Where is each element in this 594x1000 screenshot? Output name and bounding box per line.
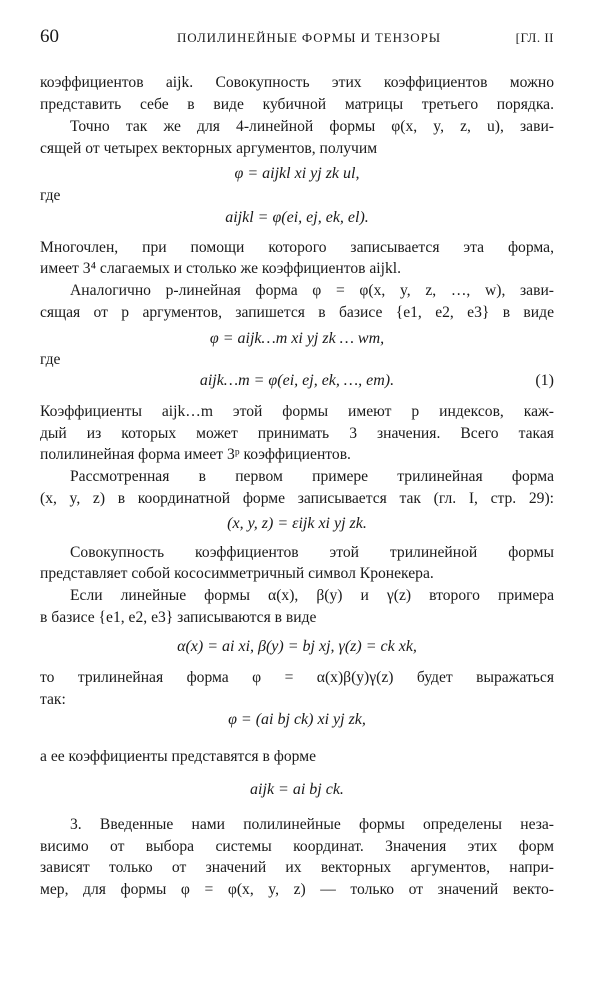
text-line: сящей от четырех векторных аргументов, получим [40,140,378,157]
equation: aijk = ai bj ck. [250,781,344,798]
text-line: зависят только от значений их векторных аргументов, напри- [40,859,554,876]
text-line: Коэффициенты aijk…m этой формы имеют p индексов, каж- [40,403,554,420]
equation: φ = aijkl xi yj zk ul, [234,165,360,182]
text-line: 3. Введенные нами полилинейные формы определены неза- [70,816,554,833]
text-line: то трилинейная форма φ = α(x)β(y)γ(z) будет выражаться [40,669,554,686]
text-line: полилинейная форма имеет 3ᵖ коэффициентов. [40,446,351,463]
text-line: Многочлен, при помощи которого записывается эта форма, [40,239,554,256]
text-line: представить себе в виде кубичной матрицы третьего порядка. [40,96,554,113]
running-title: ПОЛИЛИНЕЙНЫЕ ФОРМЫ И ТЕНЗОРЫ [177,30,441,45]
text-line: Рассмотренная в первом примере трилинейная форма [70,468,554,485]
text-line: Точно так же для 4-линейной формы φ(x, y, z, u), зави- [70,118,554,135]
text-line: сящая от p аргументов, запишется в базисе {e1, e2, e3} в виде [40,304,554,321]
text-line: висимо от выбора системы координат. Значения этих форм [40,838,554,855]
text-line: (x, y, z) в координатной форме записывается так (гл. I, стр. 29): [40,490,554,507]
text-line: так: [40,691,66,708]
equation: (x, y, z) = εijk xi yj zk. [227,515,367,532]
text-line: где [40,351,61,368]
equation: α(x) = ai xi, β(y) = bj xj, γ(z) = ck xk, [177,638,417,655]
equation-number: (1) [535,372,554,389]
chapter-marker: [ГЛ. II [515,30,554,45]
equation: φ = aijk…m xi yj zk … wm, [209,330,385,347]
equation: aijkl = φ(ei, ej, ek, el). [225,209,369,226]
running-header [40,26,554,50]
text-line: имеет 3⁴ слагаемых и столько же коэффициентов aijkl. [40,260,402,277]
equation-body: aijk…m = φ(ei, ej, ek, …, em). [199,372,395,389]
text-line: представляет собой кососимметричный символ Кронекера. [40,565,434,582]
equation: φ = (ai bj ck) xi yj zk, [228,711,366,728]
text-line: где [40,187,61,204]
text-line: а ее коэффициенты представятся в форме [40,748,317,765]
text-line: мер, для формы φ = φ(x, y, z) — только от значений векто- [40,881,554,898]
text-line: в базисе {e1, e2, e3} записываются в виде [40,609,317,626]
text-line: Аналогично p-линейная форма φ = φ(x, y, z, …, w), зави- [70,282,554,299]
text-line: Совокупность коэффициентов этой трилинейной формы [70,544,554,561]
text-line: Если линейные формы α(x), β(y) и γ(z) второго примера [70,587,554,604]
equation [40,371,554,391]
text-line: дый из которых может принимать 3 значения. Всего такая [40,425,554,442]
text-line: коэффициентов aijk. Совокупность этих коэффициентов можно [40,74,554,91]
page-number: 60 [40,26,59,47]
